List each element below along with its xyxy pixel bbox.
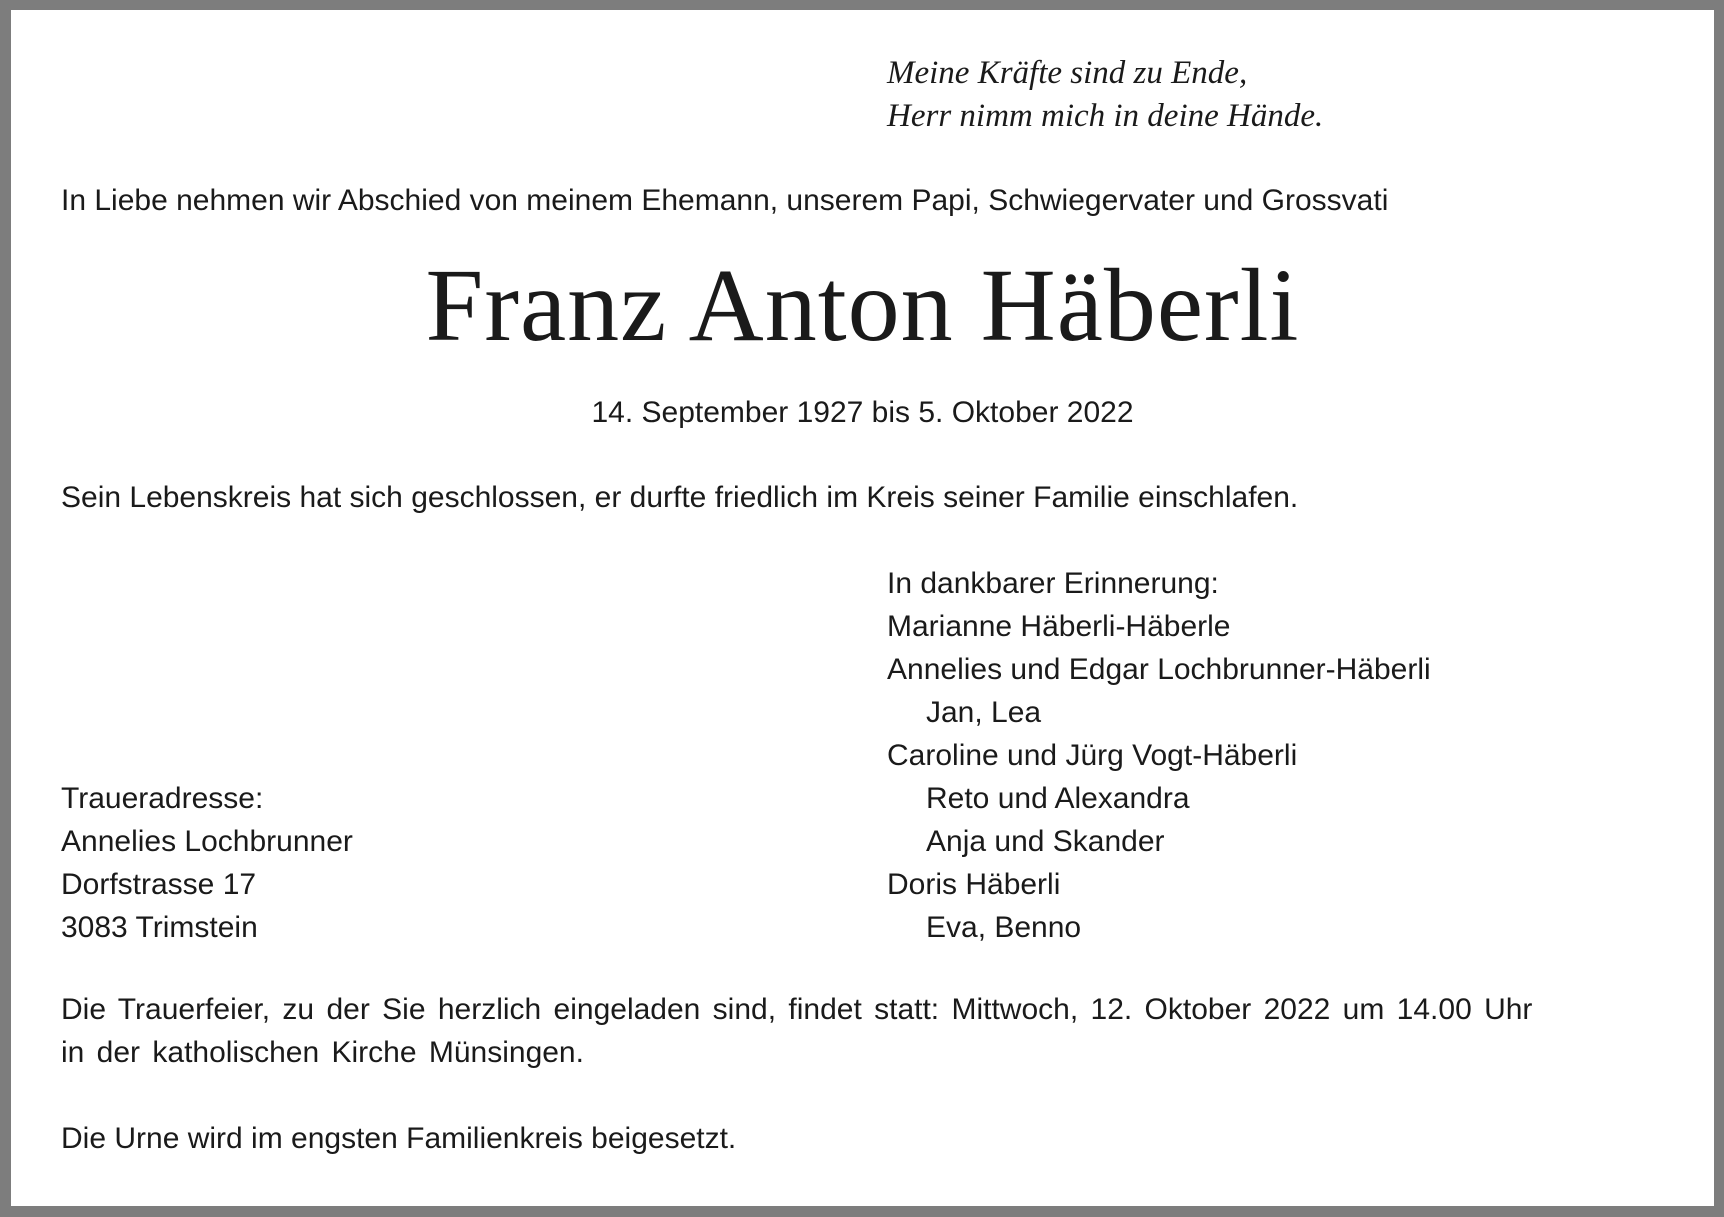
address-name: Annelies Lochbrunner — [61, 825, 353, 858]
ceremony-line-2: in der katholischen Kirche Münsingen. — [61, 1036, 584, 1069]
motto-line-2: Herr nimm mich in deine Hände. — [887, 98, 1324, 134]
address-city: 3083 Trimstein — [61, 911, 258, 944]
memory-heading: In dankbarer Erinnerung: — [887, 567, 1219, 600]
memory-list — [887, 562, 1431, 949]
life-dates: 14. September 1927 bis 5. Oktober 2022 — [591, 396, 1134, 429]
memory-entry-grandchildren: Jan, Lea — [926, 696, 1042, 729]
deceased-name: Franz Anton Häberli — [425, 248, 1300, 363]
obituary-card — [11, 10, 1714, 1206]
memory-entry-grandchildren: Eva, Benno — [926, 911, 1082, 944]
memory-entry: Annelies und Edgar Lochbrunner-Häberli — [887, 653, 1431, 686]
memory-entry: Marianne Häberli-Häberle — [887, 610, 1231, 643]
memory-entry: Caroline und Jürg Vogt-Häberli — [887, 739, 1298, 772]
urn-notice: Die Urne wird im engsten Familienkreis beigesetzt. — [61, 1122, 737, 1155]
mourning-address — [61, 777, 353, 949]
intro-text: In Liebe nehmen wir Abschied von meinem Ehemann, unserem Papi, Schwiegervater und Grossvati — [61, 184, 1389, 217]
ceremony-notice — [61, 988, 1661, 1074]
motto-verse — [887, 52, 1323, 138]
memory-entry: Doris Häberli — [887, 868, 1061, 901]
lebenskreis-text: Sein Lebenskreis hat sich geschlossen, er durfte friedlich im Kreis seiner Familie einschlafen. — [61, 481, 1299, 514]
memory-entry-grandchildren: Reto und Alexandra — [926, 782, 1190, 815]
ceremony-line-1: Die Trauerfeier, zu der Sie herzlich eingeladen sind, findet statt: Mittwoch, 12. Oktober 2022 um 14.00 Uhr — [61, 993, 1533, 1026]
address-heading: Traueradresse: — [61, 782, 264, 815]
memory-entry-grandchildren: Anja und Skander — [926, 825, 1165, 858]
address-street: Dorfstrasse 17 — [61, 868, 257, 901]
motto-line-1: Meine Kräfte sind zu Ende, — [887, 55, 1248, 91]
